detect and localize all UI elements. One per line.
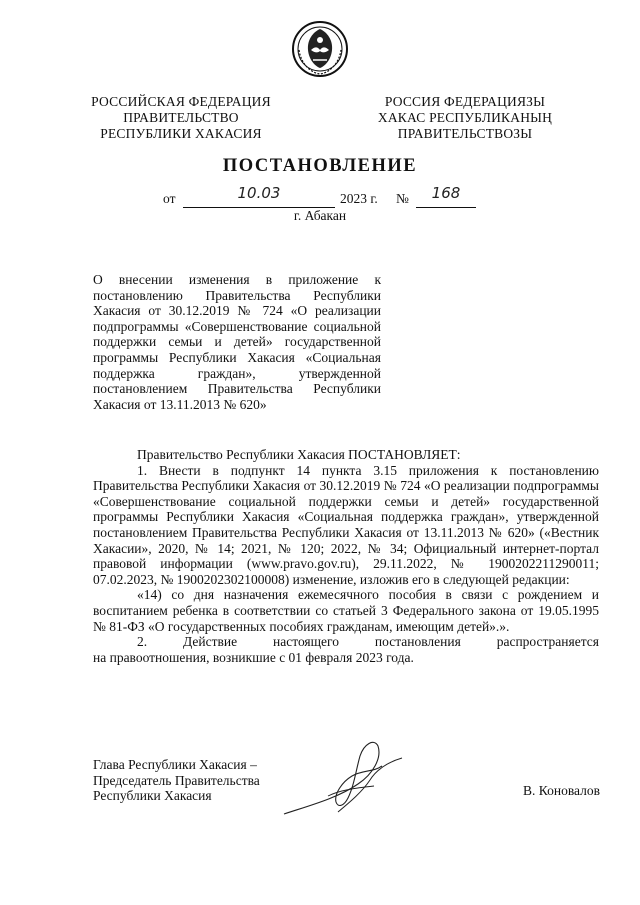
document-subject-text: О внесении изменения в приложение к постановлению Правительства Республики Хакасия от 30.12.2019 № 724 «О реализации подпрограммы «Совершенствование социальной поддержки семьи и детей» государственной программы Республики Хакасия «Социальная поддержка граждан», утвержденной постановлением Правительства Республики Хакасия от 13.11.2013 № 620» bbox=[93, 272, 381, 412]
header-right-line-2: ХАКАС РЕСПУБЛИКАНЫҢ bbox=[377, 110, 553, 125]
header-right-block bbox=[360, 94, 570, 142]
signatory-name: В. Коновалов bbox=[523, 783, 600, 798]
header-right-line-3: ПРАВИТЕЛЬСТВОЗЫ bbox=[397, 126, 533, 141]
body-intro: Правительство Республики Хакасия ПОСТАНОВЛЯЕТ: bbox=[137, 447, 461, 462]
year-label: 2023 г. bbox=[340, 191, 378, 206]
coat-of-arms-emblem bbox=[291, 20, 349, 78]
signatory-position-line-2: Председатель Правительства bbox=[93, 772, 260, 788]
header-left-block bbox=[76, 94, 286, 142]
body-item-1: 1. Внести в подпункт 14 пункта 3.15 приложения к постановлению Правительства Республики Хакасия от 30.12.2019 № 724 «О реализации подпрограммы «Совершенствование социальной поддержки семьи и детей» государственной программы Республики Хакасия «Социальная поддержка граждан», утвержденной постановлением Правительства Республики Хакасия от 13.11.2013 № 620» («Вестник Хакасии», 2020, № 14; 2021, № 120; 2022, № 34; Официальный интернет-портал правовой информации (www.pravo.gov.ru), 29.11.2022, № 1900202211290011; 07.02.2023, № 1900202302100008) изменение, изложив его в следующей редакции: bbox=[93, 462, 599, 587]
handwritten-date: 10.03 bbox=[237, 184, 281, 202]
signatory-position-line-1: Глава Республики Хакасия – bbox=[93, 757, 257, 772]
signatory-position bbox=[93, 757, 293, 804]
number-underline bbox=[416, 184, 476, 208]
city-label: г. Абакан bbox=[293, 208, 347, 223]
body-item-2-line-2: на правоотношения, возникшие с 01 февраля 2023 года. bbox=[93, 649, 414, 665]
date-prefix: от bbox=[163, 191, 176, 206]
body-item-2-line-1: 2. Действие настоящего постановления распространяется bbox=[137, 634, 599, 650]
header-left-line-3: РЕСПУБЛИКИ ХАКАСИЯ bbox=[100, 126, 262, 141]
document-subject bbox=[93, 272, 381, 412]
body-item-1-quote: «14) со дня назначения ежемесячного пособия в связи с рождением и воспитанием ребенка в соответствии со статьей 3 Федерального закона от 19.05.1995 № 81-ФЗ «О государственных пособиях гражданам, имеющим детей».». bbox=[93, 587, 599, 634]
header-left-line-1: РОССИЙСКАЯ ФЕДЕРАЦИЯ bbox=[91, 94, 271, 109]
handwritten-number: 168 bbox=[431, 184, 461, 202]
header-left-line-2: ПРАВИТЕЛЬСТВО bbox=[123, 110, 239, 125]
date-underline bbox=[183, 184, 335, 208]
signatory-position-line-3: Республики Хакасия bbox=[93, 788, 212, 804]
number-label: № bbox=[396, 191, 409, 206]
header-right-line-1: РОССИЯ ФЕДЕРАЦИЯЗЫ bbox=[384, 94, 546, 109]
document-body bbox=[93, 447, 599, 665]
handwritten-signature bbox=[278, 736, 408, 822]
document-type-title: ПОСТАНОВЛЕНИЕ bbox=[222, 156, 418, 176]
